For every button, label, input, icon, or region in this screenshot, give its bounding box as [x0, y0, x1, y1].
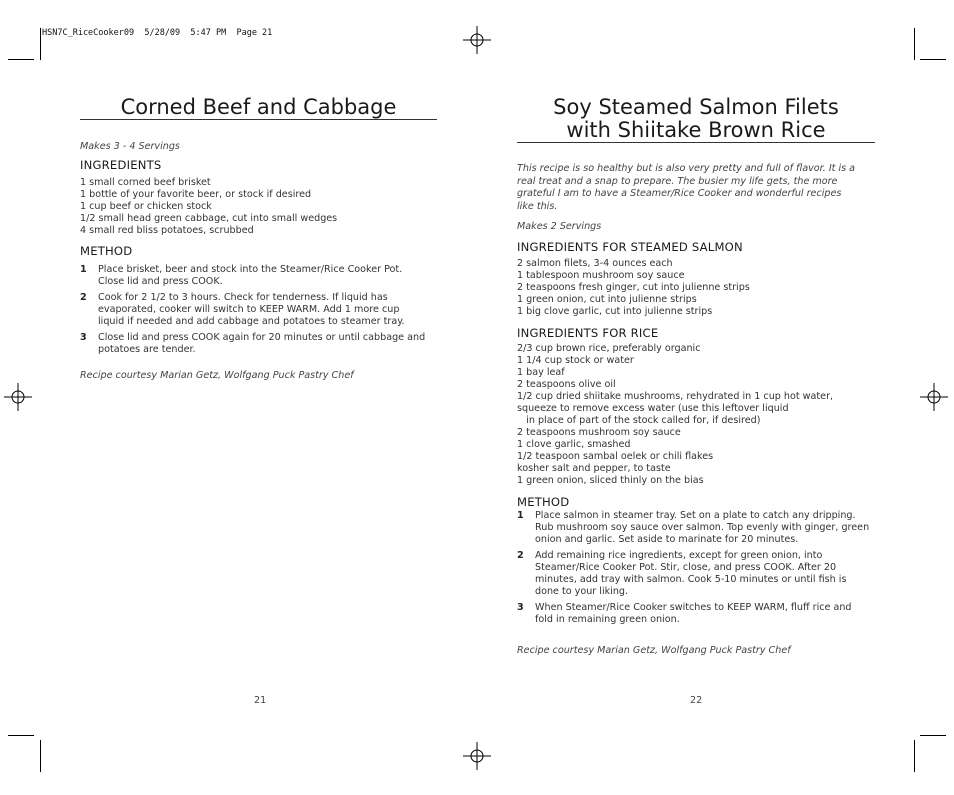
crop-mark [40, 740, 41, 772]
crop-mark [920, 59, 946, 60]
crop-mark [40, 28, 41, 60]
step-text [98, 292, 437, 328]
ingredient-item: squeeze to remove excess water (use this leftover liquid [517, 402, 789, 414]
step-line: Close lid and press COOK. [98, 275, 223, 287]
ingredient-item: 2 teaspoons olive oil [517, 378, 616, 390]
step-line: Place salmon in steamer tray. Set on a plate to catch any dripping. [535, 509, 856, 521]
crop-mark [920, 735, 946, 736]
step-line: fold in remaining green onion. [535, 613, 680, 625]
ingredient-item: 1 bay leaf [517, 366, 565, 378]
registration-mark-bottom [463, 742, 491, 770]
ingredient-item: 2 teaspoons mushroom soy sauce [517, 426, 681, 438]
method-step [517, 602, 875, 626]
servings: Makes 3 - 4 Servings [80, 141, 180, 152]
step-number: 2 [80, 291, 87, 303]
step-line: liquid if needed and add cabbage and potatoes to steamer tray. [98, 315, 405, 327]
ingredient-item: 1 clove garlic, smashed [517, 438, 631, 450]
method-heading: METHOD [80, 243, 133, 258]
title-line: Soy Steamed Salmon Filets [553, 95, 839, 119]
ingredient-item: 1 1/4 cup stock or water [517, 354, 634, 366]
step-number: 1 [517, 509, 524, 521]
step-number: 1 [80, 263, 87, 275]
ingredient-item: 1/2 cup dried shiitake mushrooms, rehydrated in 1 cup hot water, [517, 390, 834, 402]
recipe-credit: Recipe courtesy Marian Getz, Wolfgang Puck Pastry Chef [80, 369, 354, 381]
ingredients-list [80, 177, 437, 237]
servings: Makes 2 Servings [517, 221, 602, 232]
step-line: Place brisket, beer and stock into the Steamer/Rice Cooker Pot. [98, 263, 403, 275]
rice-ingredients-heading: INGREDIENTS FOR RICE [517, 325, 659, 340]
method-heading: METHOD [517, 494, 570, 509]
method-step [80, 264, 437, 288]
method-step [80, 332, 437, 356]
recipe-credit: Recipe courtesy Marian Getz, Wolfgang Puck Pastry Chef [517, 644, 791, 656]
page-right [517, 0, 875, 657]
step-number: 3 [80, 331, 87, 343]
intro-line: grateful I am to have a Steamer/Rice Cooker and wonderful recipes [517, 188, 842, 199]
step-text [98, 264, 437, 288]
crop-mark [914, 28, 915, 60]
ingredient-item: 1 green onion, sliced thinly on the bias [517, 474, 704, 486]
page-left [80, 0, 437, 382]
intro-line: like this. [517, 200, 558, 212]
step-line: Close lid and press COOK again for 20 minutes or until cabbage and [98, 331, 426, 343]
ingredient-item: 2 teaspoons fresh ginger, cut into julienne strips [517, 281, 750, 293]
crop-mark [8, 59, 34, 60]
step-line: Rub mushroom soy sauce over salmon. Top evenly with ginger, green [535, 521, 870, 533]
ingredient-item: 1 cup beef or chicken stock [80, 200, 212, 212]
page-number-left: 21 [254, 695, 267, 706]
ingredients-heading: INGREDIENTS [80, 157, 162, 172]
ingredient-item: 1 small corned beef brisket [80, 176, 211, 188]
step-line: evaporated, cooker will switch to KEEP WARM. Add 1 more cup [98, 303, 400, 315]
ingredient-item: 1 big clove garlic, cut into julienne strips [517, 305, 713, 317]
step-line: Cook for 2 1/2 to 3 hours. Check for tenderness. If liquid has [98, 291, 388, 303]
recipe-intro [517, 163, 875, 213]
title-line: with Shiitake Brown Rice [566, 118, 826, 142]
ingredient-item: 2 salmon filets, 3-4 ounces each [517, 257, 673, 269]
step-line: Add remaining rice ingredients, except for green onion, into [535, 549, 823, 561]
crop-mark [8, 735, 34, 736]
intro-line: This recipe is so healthy but is also very pretty and full of flavor. It is a [517, 163, 856, 174]
crop-mark [914, 740, 915, 772]
registration-mark-right [920, 383, 948, 411]
ingredient-item: kosher salt and pepper, to taste [517, 462, 671, 474]
intro-line: real treat and a snap to prepare. The busier my life gets, the more [517, 175, 838, 187]
step-number: 2 [517, 549, 524, 561]
ingredient-item: in place of part of the stock called for, if desired) [517, 414, 761, 426]
salmon-ingredients-list [517, 258, 875, 318]
step-line: When Steamer/Rice Cooker switches to KEEP WARM, fluff rice and [535, 601, 852, 613]
step-line: onion and garlic. Set aside to marinate for 20 minutes. [535, 533, 799, 545]
ingredient-item: 1/2 teaspoon sambal oelek or chili flakes [517, 450, 714, 462]
salmon-ingredients-heading: INGREDIENTS FOR STEAMED SALMON [517, 239, 743, 254]
title-text: Corned Beef and Cabbage [120, 95, 397, 119]
ingredient-item: 1 bottle of your favorite beer, or stock if desired [80, 188, 312, 200]
method-step [517, 550, 875, 598]
page-number-right: 22 [690, 695, 703, 706]
recipe-title [517, 96, 875, 143]
registration-mark-left [4, 383, 32, 411]
ingredient-item: 1 tablespoon mushroom soy sauce [517, 269, 685, 281]
step-text [535, 602, 875, 626]
step-number: 3 [517, 601, 524, 613]
rice-ingredients-list [517, 343, 875, 487]
step-text [535, 550, 875, 598]
method-steps [517, 510, 875, 626]
step-line: potatoes are tender. [98, 343, 196, 355]
step-text [535, 510, 875, 546]
method-steps [80, 264, 437, 356]
method-step [80, 292, 437, 328]
ingredient-item: 1 green onion, cut into julienne strips [517, 293, 697, 305]
registration-mark-top [463, 26, 491, 54]
method-step [517, 510, 875, 546]
step-line: Steamer/Rice Cooker Pot. Stir, close, and press COOK. After 20 [535, 561, 837, 573]
ingredient-item: 4 small red bliss potatoes, scrubbed [80, 224, 254, 236]
ingredient-item: 1/2 small head green cabbage, cut into small wedges [80, 212, 338, 224]
step-text [98, 332, 437, 356]
step-line: minutes, add tray with salmon. Cook 5-10 minutes or until fish is [535, 573, 847, 585]
step-line: done to your liking. [535, 585, 629, 597]
recipe-title [80, 96, 437, 120]
ingredient-item: 2/3 cup brown rice, preferably organic [517, 342, 701, 354]
print-slug: HSN7C_RiceCooker09 5/28/09 5:47 PM Page 21 [42, 28, 273, 38]
